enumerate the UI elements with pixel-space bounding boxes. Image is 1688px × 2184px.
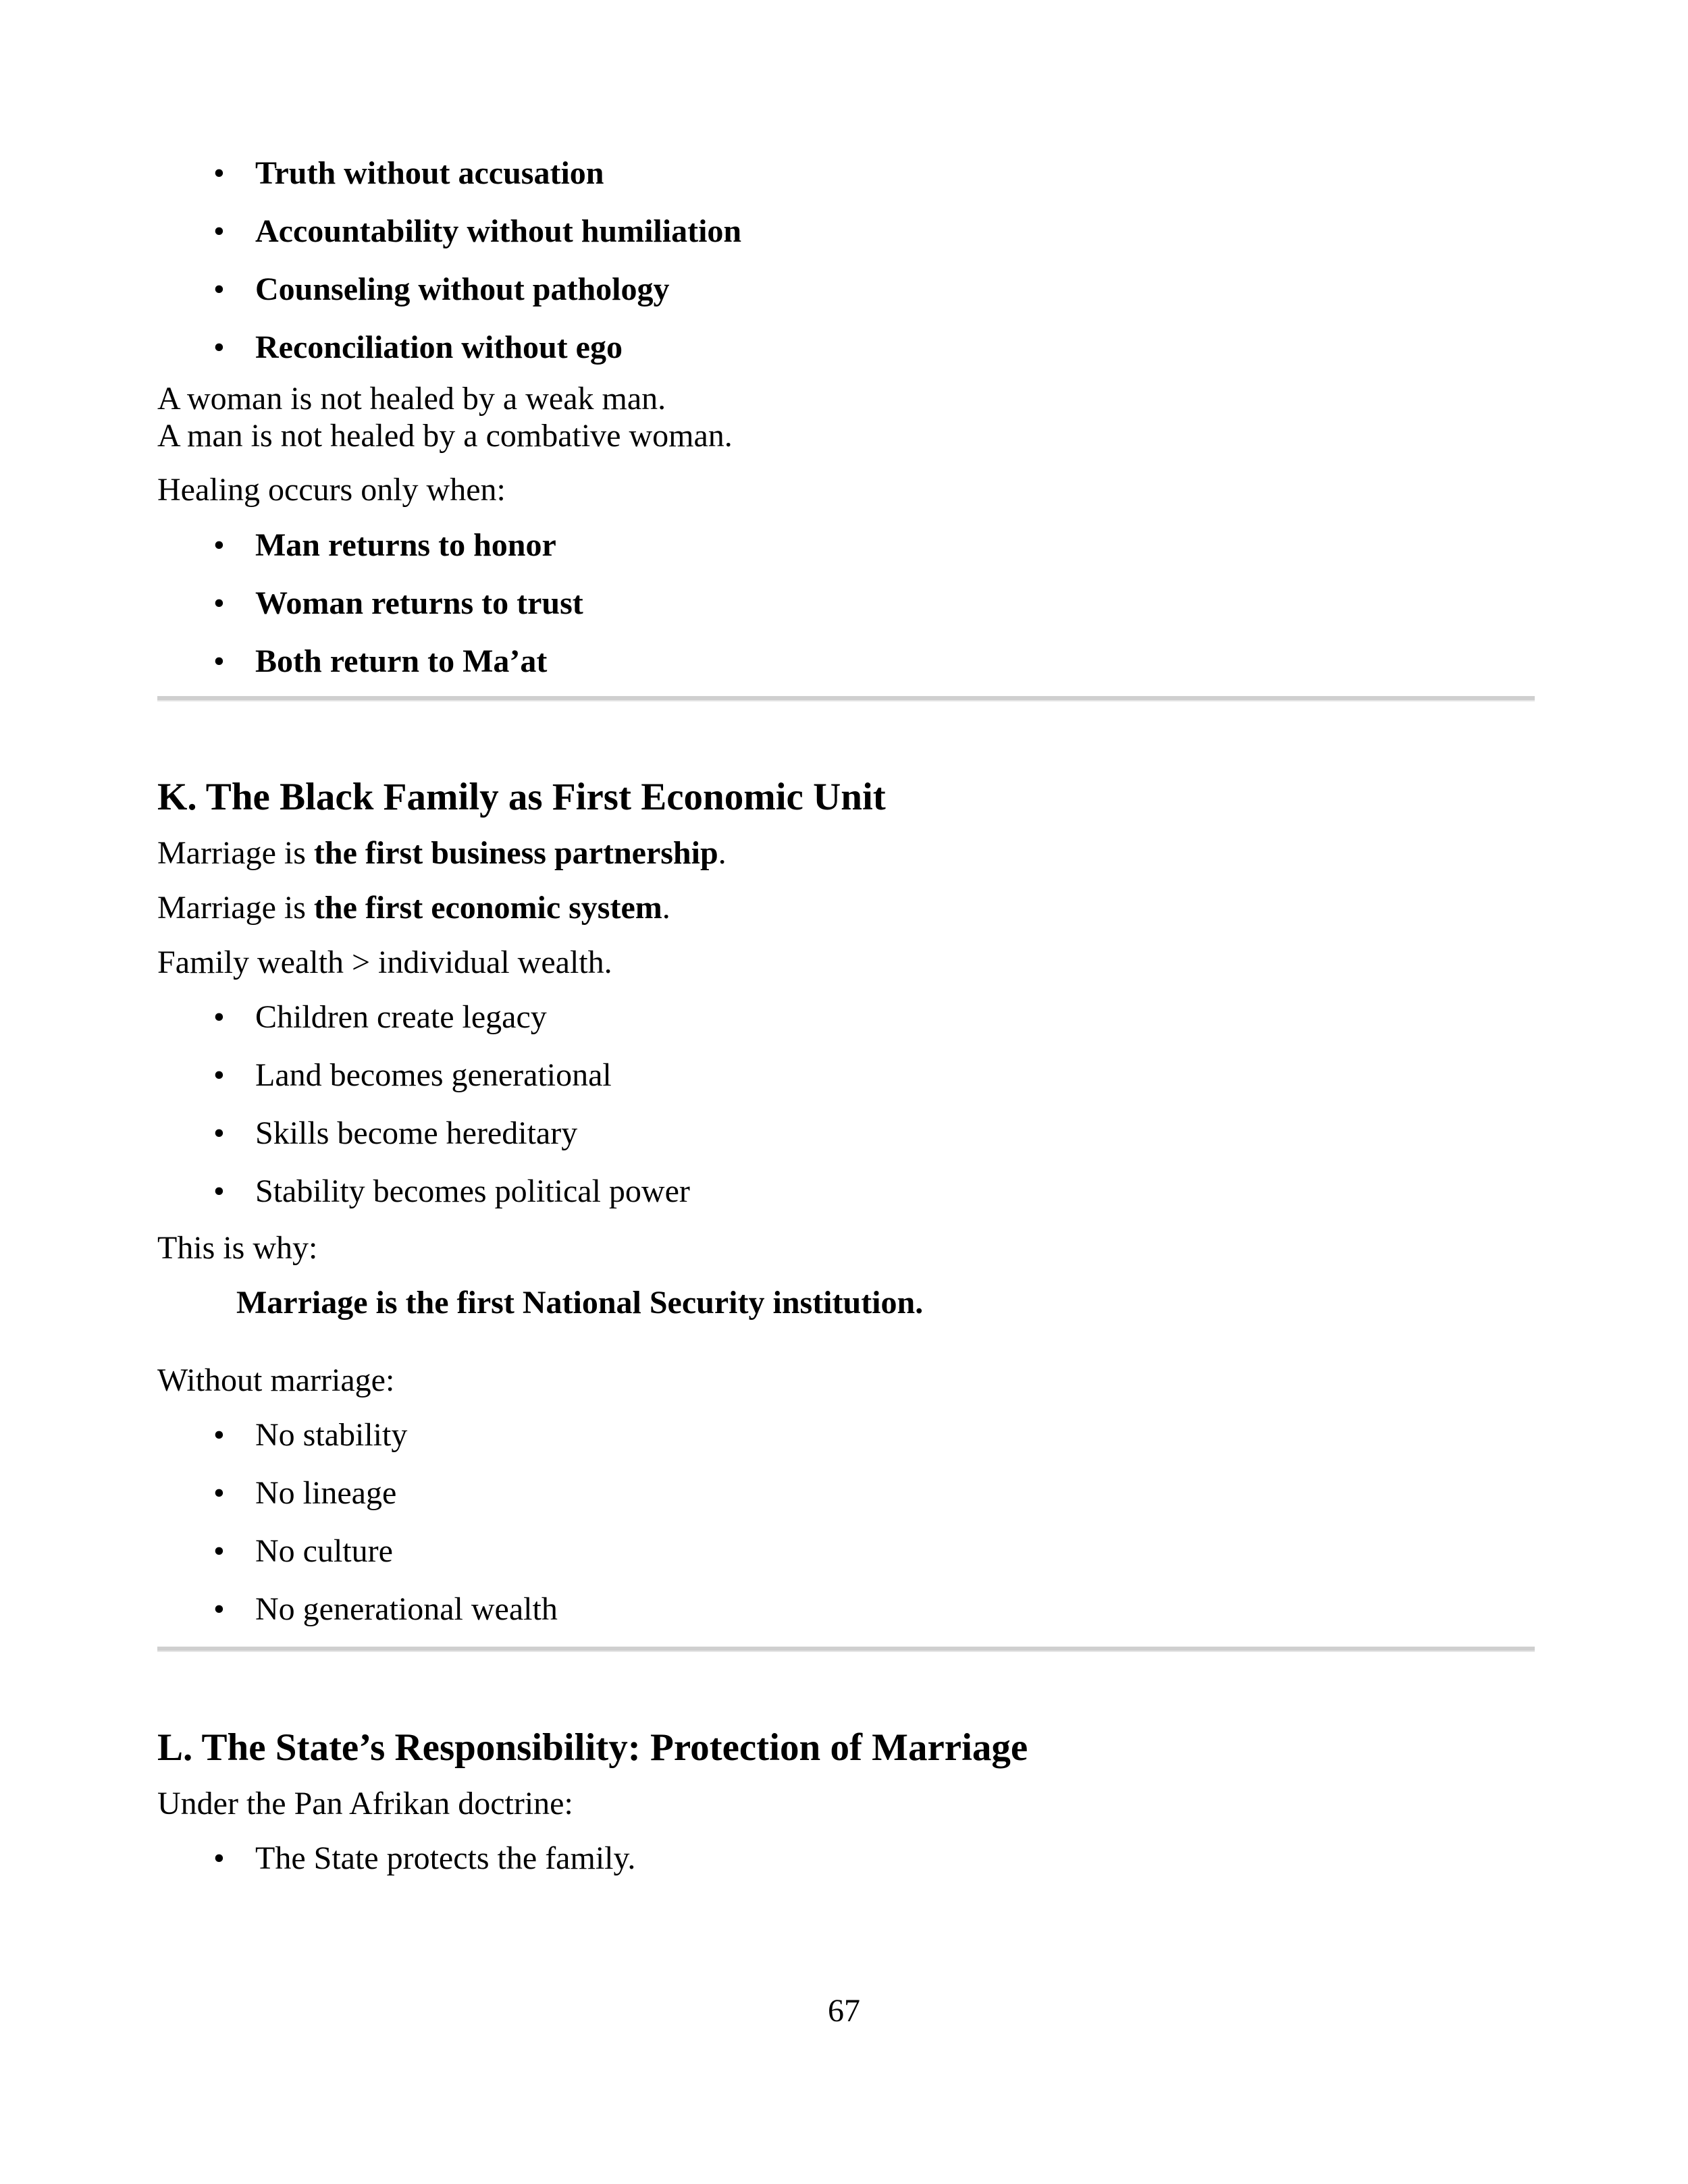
section-heading-l: L. The State’s Responsibility: Protection of Marriage: [157, 1726, 1028, 1769]
paragraph-this-is-why: This is why:: [157, 1230, 318, 1266]
bullet-icon: •: [213, 155, 225, 191]
page-content: [157, 154, 1535, 1897]
bullet-icon: •: [213, 1115, 225, 1151]
bullet-list-k: [157, 998, 1535, 1229]
bullet-icon: •: [213, 1475, 225, 1511]
bullet-icon: •: [213, 1173, 225, 1209]
horizontal-divider: [157, 1647, 1535, 1652]
list-item: • No generational wealth: [157, 1590, 1535, 1647]
paragraph-doctrine: Under the Pan Afrikan doctrine:: [157, 1786, 573, 1821]
bullet-icon: •: [213, 271, 225, 307]
list-item: • Accountability without humiliation: [157, 212, 1535, 270]
bullet-icon: •: [213, 527, 225, 563]
list-item: • Skills become hereditary: [157, 1114, 1535, 1172]
list-item: • Children create legacy: [157, 998, 1535, 1056]
bullet-list-l: [157, 1839, 1535, 1897]
bullet-icon: •: [213, 1840, 225, 1876]
bullet-icon: •: [213, 999, 225, 1035]
bullet-list-without: [157, 1416, 1535, 1647]
bullet-icon: •: [213, 1591, 225, 1627]
list-item: • No culture: [157, 1532, 1535, 1590]
paragraph-family-wealth: Family wealth > individual wealth.: [157, 944, 612, 980]
list-item: • Truth without accusation: [157, 154, 1535, 212]
list-item: • No lineage: [157, 1474, 1535, 1532]
paragraph-weak-man: A woman is not healed by a weak man.: [157, 381, 666, 417]
horizontal-divider: [157, 696, 1535, 701]
bullet-icon: •: [213, 585, 225, 621]
bullet-icon: •: [213, 1533, 225, 1569]
list-item: • Land becomes generational: [157, 1056, 1535, 1114]
emphasis-quote: Marriage is the first National Security institution.: [236, 1285, 924, 1321]
bullet-icon: •: [213, 329, 225, 365]
list-item: • Reconciliation without ego: [157, 328, 1535, 379]
bold-bullet-list-1: [157, 154, 1535, 379]
bullet-icon: •: [213, 1417, 225, 1453]
section-heading-k: K. The Black Family as First Economic Unit: [157, 776, 886, 818]
list-item: • Stability becomes political power: [157, 1172, 1535, 1229]
paragraph-healing: Healing occurs only when:: [157, 472, 506, 508]
bold-bullet-list-2: [157, 526, 1535, 696]
list-item: • Woman returns to trust: [157, 584, 1535, 642]
list-item: • The State protects the family.: [157, 1839, 1535, 1897]
page-number: 67: [828, 1993, 860, 2029]
bullet-icon: •: [213, 1057, 225, 1093]
bullet-icon: •: [213, 213, 225, 249]
paragraph-economic-system: Marriage is the first economic system.: [157, 890, 670, 926]
list-item: • Man returns to honor: [157, 526, 1535, 584]
paragraph-combative-woman: A man is not healed by a combative woman.: [157, 418, 733, 454]
paragraph-business-partnership: Marriage is the first business partnership.: [157, 835, 727, 871]
paragraph-without-marriage: Without marriage:: [157, 1362, 395, 1398]
list-item: • Both return to Ma’at: [157, 642, 1535, 696]
list-item: • Counseling without pathology: [157, 270, 1535, 328]
list-item: • No stability: [157, 1416, 1535, 1474]
bullet-icon: •: [213, 643, 225, 679]
